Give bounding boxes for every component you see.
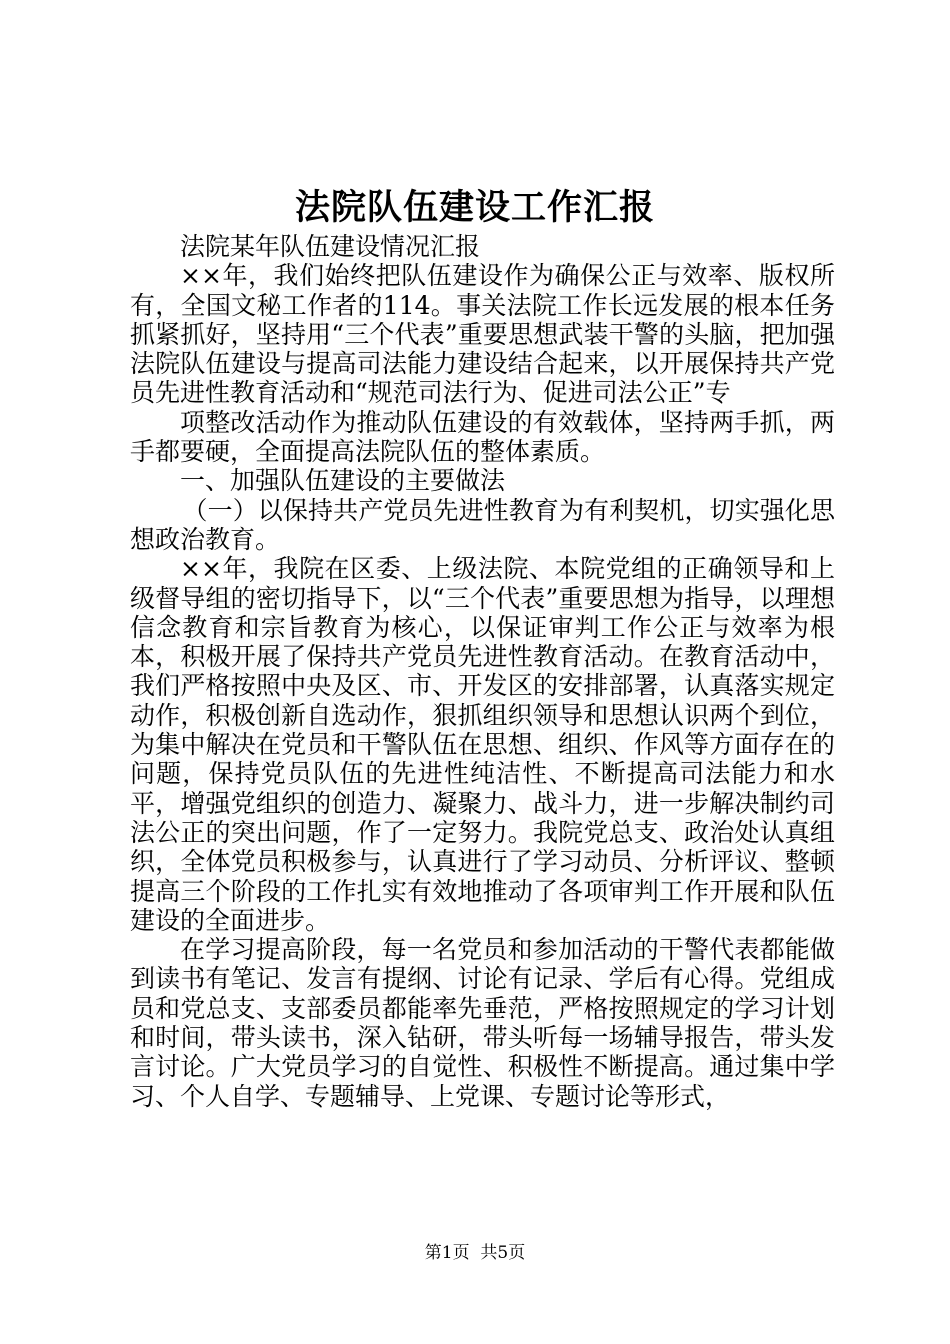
page-total: 共5页 [480, 1243, 526, 1263]
paragraph: 法院某年队伍建设情况汇报 [180, 232, 481, 261]
page-number: 第1页 [424, 1243, 470, 1263]
paragraph: ××年，我院在区委、上级法院、本院党组的正确领导和上级督导组的密切指导下，以“三个代表”重要思想为指导，以理想信念教育和宗旨教育为核心，以保证审判工作公正与效率为根本，积极开展了保持共产党员先进性教育活动。在教育活动中，我们严格按照中央及区、市、开发区的安排部署，认真落实规定动作，积极创新自选动作，狠抓组织领导和思想认识两个到位，为集中解决在党员和干警队伍在思想、组织、作风等方面存在的问题，保持党员队伍的先进性纯洁性、不断提高司法能力和水平，增强党组织的创造力、凝聚力、战斗力，进一步解决制约司法公正的突出问题，作了一定努力。我院党总支、政治处认真组织，全体党员积极参与，认真进行了学习动员、分析评议、整顿提高三个阶段的工作扎实有效地推动了各项审判工作开展和队伍建设的全面进步。 [130, 554, 835, 935]
page-footer [0, 1241, 950, 1265]
section-heading: 一、加强队伍建设的主要做法 [180, 466, 506, 496]
paragraph: 项整改活动作为推动队伍建设的有效载体，坚持两手抓，两手都要硬，全面提高法院队伍的整体素质。 [130, 407, 835, 467]
document-body [130, 232, 835, 1111]
subsection-heading: （一）以保持共产党员先进性教育为有利契机，切实强化思想政治教育。 [130, 495, 835, 554]
paragraph: ××年，我们始终把队伍建设作为确保公正与效率、版权所有，全国文秘工作者的114。事关法院工作长远发展的根本任务抓紧抓好，坚持用“三个代表”重要思想武装干警的头脑，把加强法院队伍建设与提高司法能力建设结合起来，以开展保持共产党员先进性教育活动和“规范司法行为、促进司法公正”专 [130, 261, 835, 408]
paragraph: 在学习提高阶段，每一名党员和参加活动的干警代表都能做到读书有笔记、发言有提纲、讨论有记录、学后有心得。党组成员和党总支、支部委员都能率先垂范，严格按照规定的学习计划和时间，带头读书，深入钻研，带头听每一场辅导报告，带头发言讨论。广大党员学习的自觉性、积极性不断提高。通过集中学习、个人自学、专题辅导、上党课、专题讨论等形式， [130, 935, 835, 1111]
document-title: 法院队伍建设工作汇报 [294, 187, 655, 228]
